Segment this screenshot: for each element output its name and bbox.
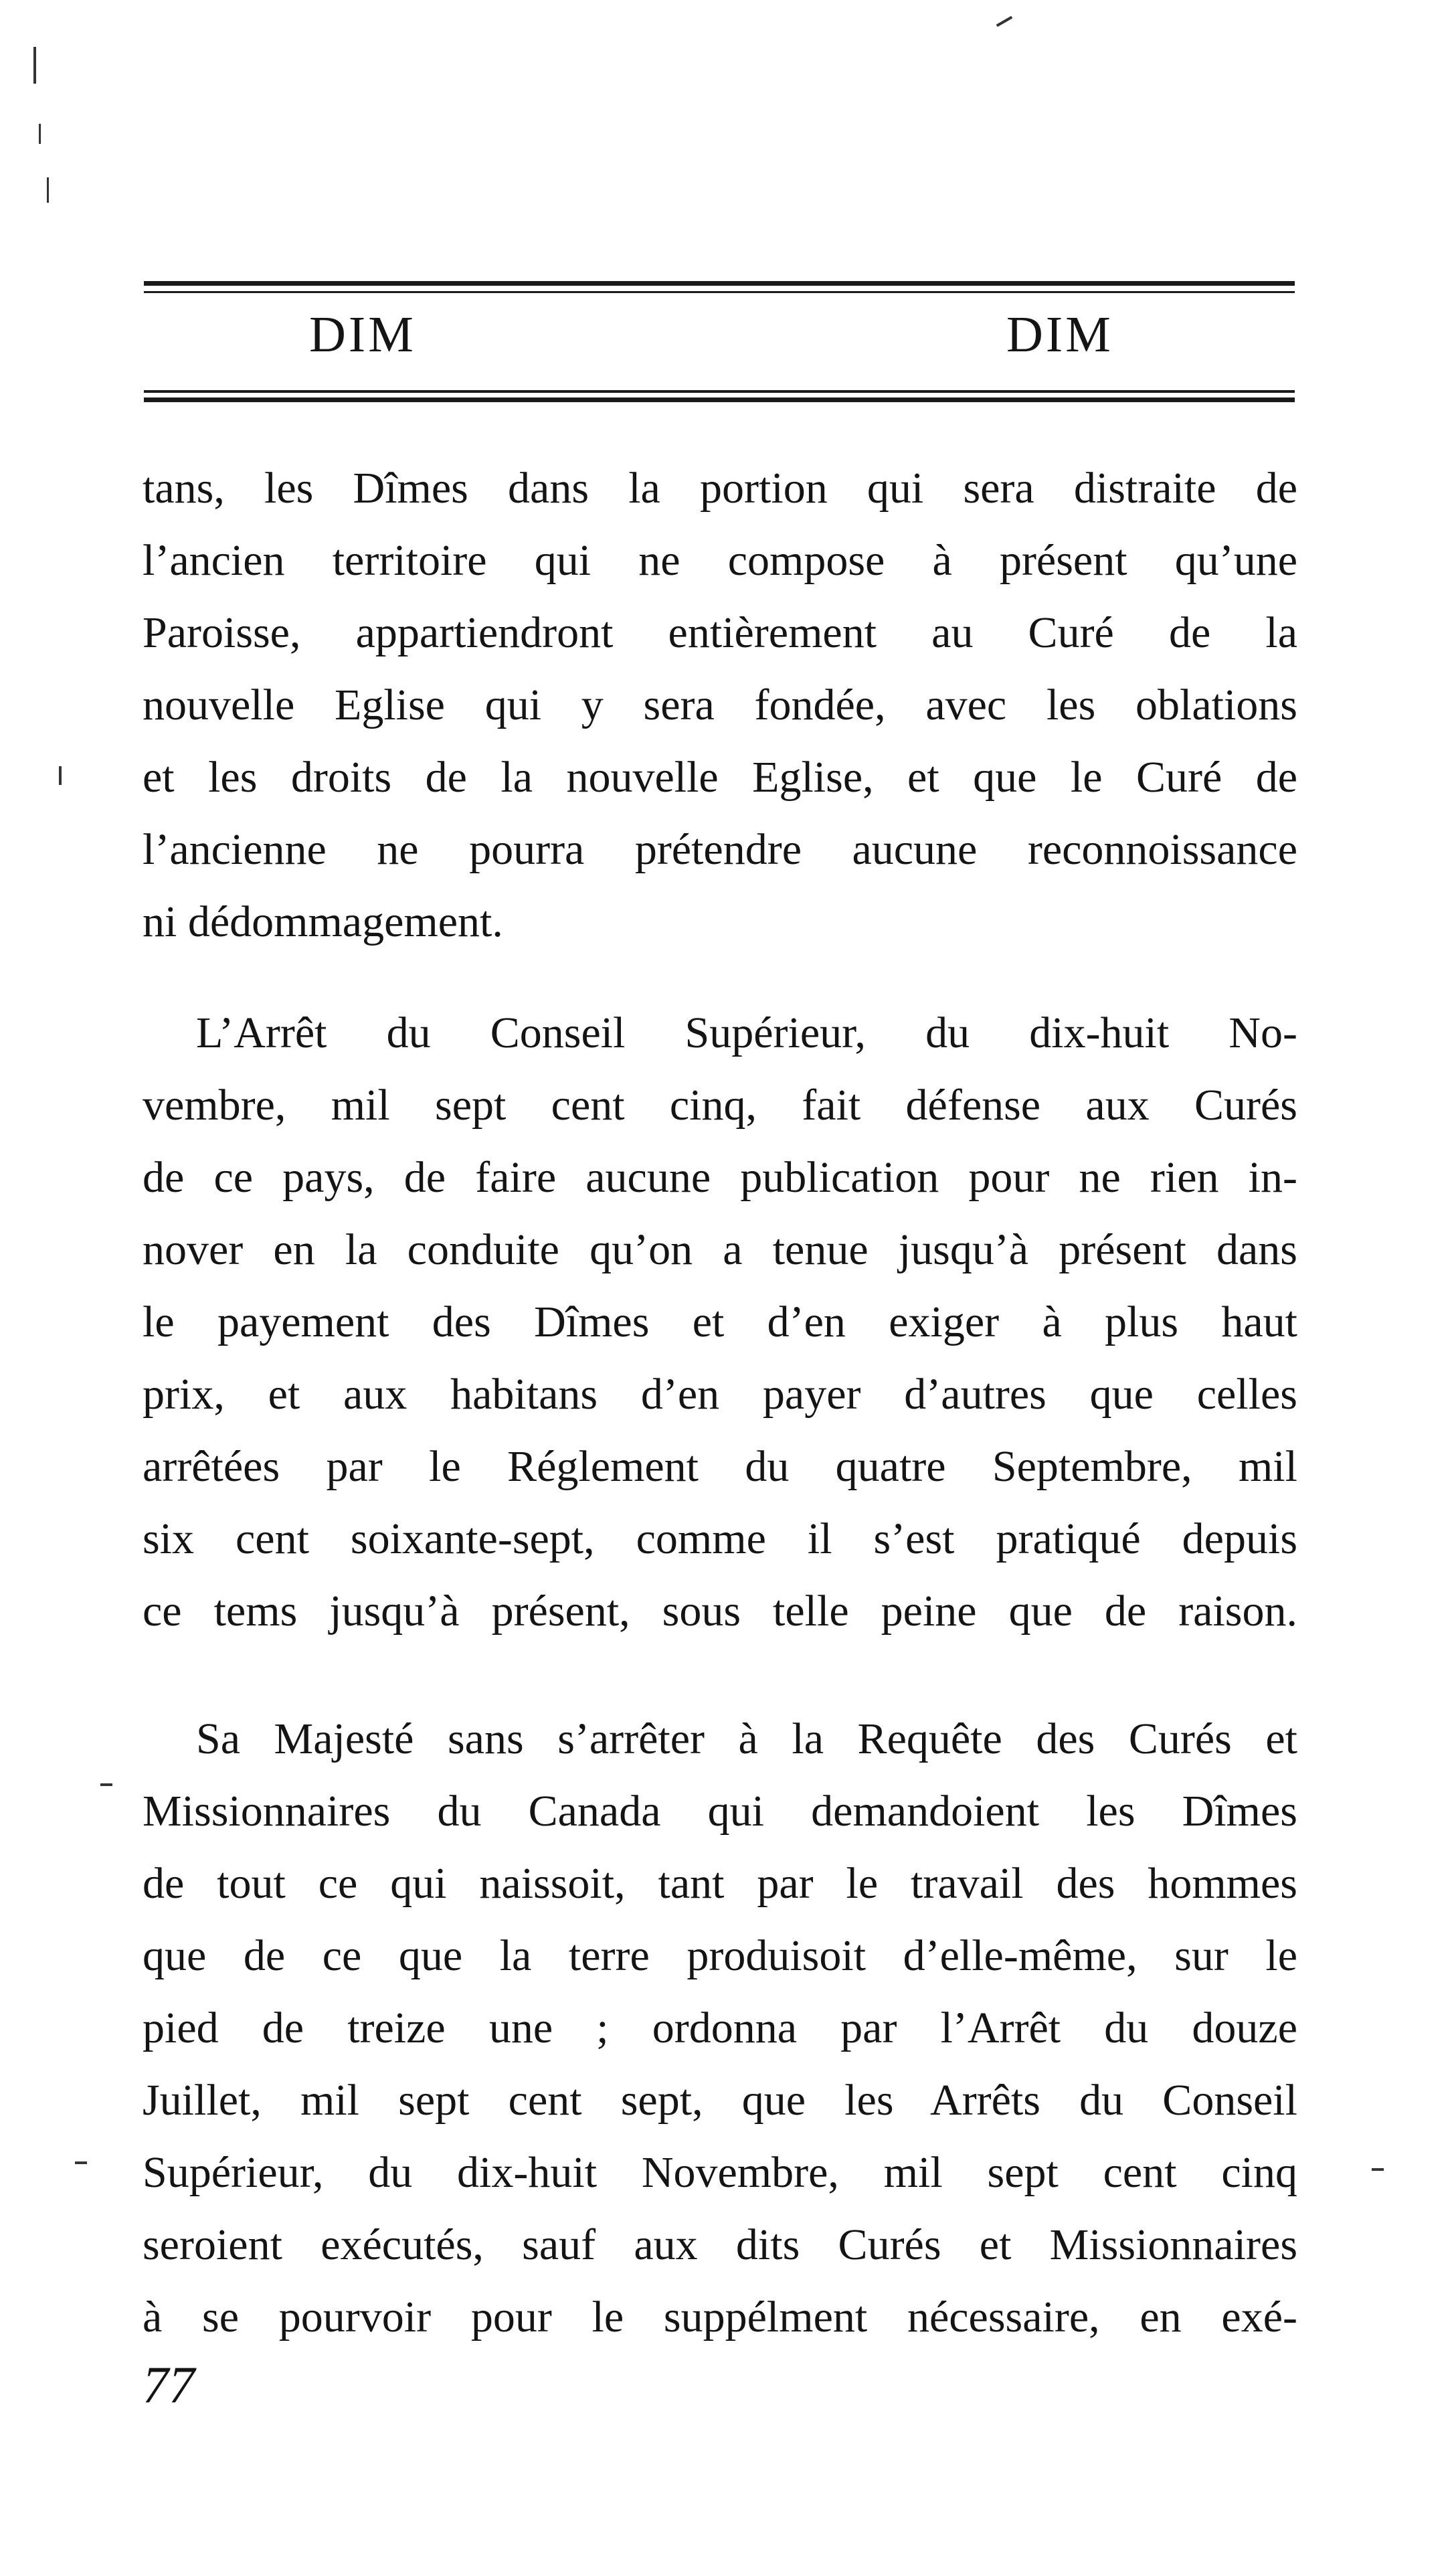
text-line: arrêtées par le Réglement du quatre Septembre, mil [143, 1442, 1297, 1491]
text-line: l’ancienne ne pourra prétendre aucune reconnoissance [143, 825, 1297, 874]
text-line: seroient exécutés, sauf aux dits Curés et Missionnaires [143, 2220, 1297, 2269]
text-line: Missionnaires du Canada qui demandoient les Dîmes [143, 1787, 1297, 1836]
text-line: le payement des Dîmes et d’en exiger à plus haut [143, 1298, 1297, 1346]
running-head-right: DIM [1006, 306, 1113, 363]
running-head-left: DIM [309, 306, 416, 363]
text-line: vembre, mil sept cent cinq, fait défense aux Curés [143, 1081, 1297, 1130]
page-number: 77 [143, 2356, 195, 2414]
scan-mark [996, 16, 1013, 27]
text-line: de ce pays, de faire aucune publication pour ne rien in- [143, 1153, 1297, 1202]
header-rule-bottom-thick [144, 397, 1295, 402]
text-line: que de ce que la terre produisoit d’elle-même, sur le [143, 1931, 1297, 1980]
text-line: et les droits de la nouvelle Eglise, et que le Curé de [143, 753, 1297, 802]
scan-mark [75, 2161, 87, 2164]
text-line: ce tems jusqu’à présent, sous telle peine que de raison. [143, 1587, 1297, 1635]
text-line: Sa Majesté sans s’arrêter à la Requête des Curés et [196, 1714, 1297, 1763]
scan-mark [100, 1783, 112, 1786]
text-line: nover en la conduite qu’on a tenue jusqu’à présent dans [143, 1225, 1297, 1274]
header-rule-top-thin [144, 291, 1295, 293]
paragraph-3 [143, 1703, 1297, 2354]
scan-mark [33, 47, 36, 84]
header-rule-top-thick [144, 281, 1295, 286]
paragraph-1 [143, 452, 1297, 958]
text-line: six cent soixante-sept, comme il s’est pratiqué depuis [143, 1514, 1297, 1563]
text-line: de tout ce qui naissoit, tant par le travail des hommes [143, 1859, 1297, 1908]
text-line: pied de treize une ; ordonna par l’Arrêt du douze [143, 2004, 1297, 2052]
text-line: tans, les Dîmes dans la portion qui sera distraite de [143, 464, 1297, 513]
scan-mark [39, 124, 41, 144]
scan-mark [1372, 2168, 1384, 2171]
paragraph-2 [143, 997, 1297, 1648]
scan-mark [59, 766, 62, 785]
text-line: Paroisse, appartiendront entièrement au Curé de la [143, 608, 1297, 657]
text-line: Juillet, mil sept cent sept, que les Arrêts du Conseil [143, 2076, 1297, 2125]
text-line: ni dédommagement. [143, 897, 503, 946]
scan-mark [47, 177, 49, 203]
text-line: à se pourvoir pour le suppélment nécessaire, en exé- [143, 2293, 1297, 2341]
header-rule-bottom-thin [144, 390, 1295, 393]
text-line: nouvelle Eglise qui y sera fondée, avec les oblations [143, 681, 1297, 729]
text-line: Supérieur, du dix-huit Novembre, mil sept cent cinq [143, 2148, 1297, 2197]
text-line: l’ancien territoire qui ne compose à présent qu’une [143, 536, 1297, 585]
text-line: L’Arrêt du Conseil Supérieur, du dix-huit No- [196, 1008, 1297, 1057]
text-line: prix, et aux habitans d’en payer d’autres que celles [143, 1370, 1297, 1419]
